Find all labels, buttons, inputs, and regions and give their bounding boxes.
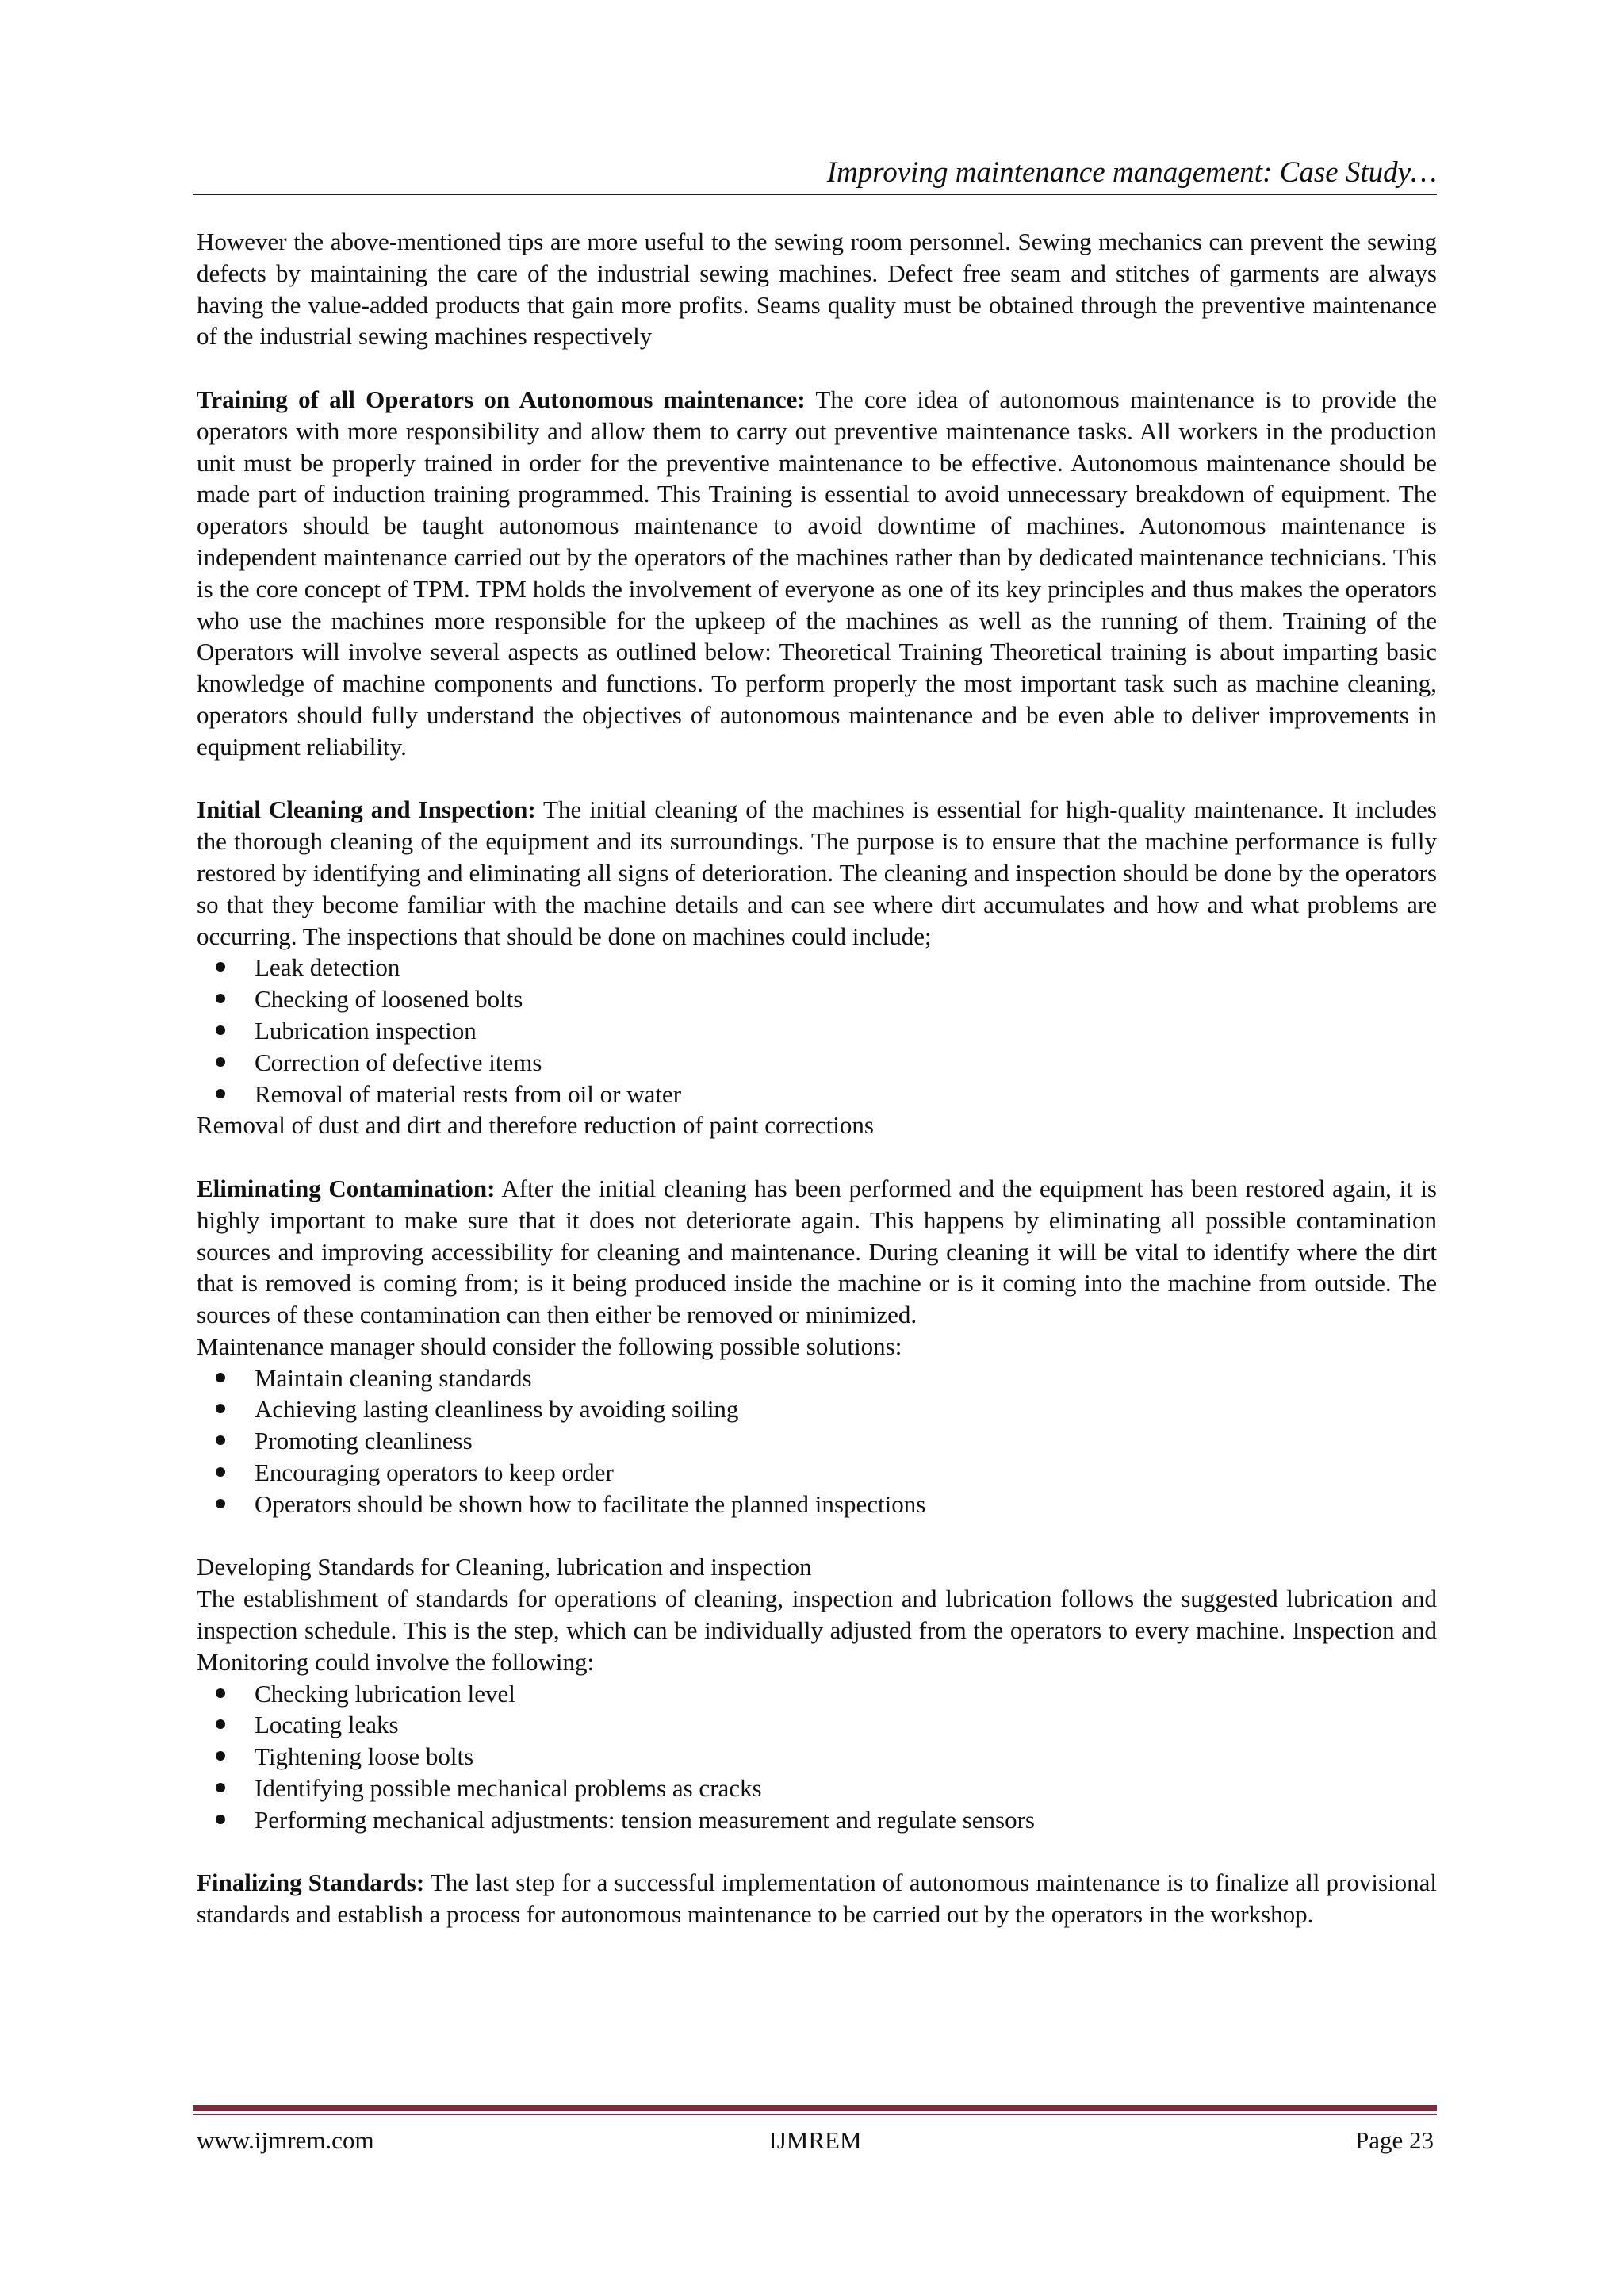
contamination-text: After the initial cleaning has been performed and the equipment has been restored again, it is highly important to make sure that it does not deteriorate again. This happens by eliminating all possible contamination sources and improving accessibility for cleaning and maintenance. During cleaning it will be vital to identify where the dirt that is removed is coming from; is it being produced inside the machine or is it coming into the machine from outside. The sources of these contamination can then either be removed or minimized. (197, 1174, 1437, 1329)
standards-text: The establishment of standards for operations of cleaning, inspection and lubrication follows the suggested lubrication and inspection schedule. This is the step, which can be individually adjusted from the operators to every machine. Inspection and Monitoring could involve the following: (197, 1585, 1437, 1676)
header-rule (193, 194, 1437, 195)
running-header: Improving maintenance management: Case Study… (826, 156, 1437, 189)
list-item: Lubrication inspection (197, 1015, 1437, 1047)
list-item: Identifying possible mechanical problems as cracks (197, 1773, 1437, 1804)
bullet-icon (216, 1751, 225, 1761)
bullet-icon (216, 1057, 225, 1067)
list-item: Leak detection (197, 952, 1437, 983)
monitoring-list (197, 1678, 1437, 1836)
intro-paragraph: However the above-mentioned tips are more useful to the sewing room personnel. Sewing mechanics can prevent the sewing defects by maintaining the care of the industrial sewing machines. Defect free seam and stitches of garments are always having the value-added products that gain more profits. Seams quality must be obtained through the preventive maintenance of the industrial sewing machines respectively (197, 228, 1437, 351)
list-item: Tightening loose bolts (197, 1741, 1437, 1773)
list-item: Maintain cleaning standards (197, 1363, 1437, 1394)
initial-cleaning-heading: Initial Cleaning and Inspection: (197, 795, 536, 824)
footer-rule-thick (193, 2105, 1437, 2111)
initial-cleaning-after: Removal of dust and dirt and therefore reduction of paint corrections (197, 1111, 874, 1140)
initial-cleaning-text: The initial cleaning of the machines is essential for high-quality maintenance. It includes the thorough cleaning of the equipment and its surroundings. The purpose is to ensure that the machine performance is fully restored by identifying and eliminating all signs of deterioration. The cleaning and inspection should be done by the operators so that they become familiar with the machine details and can see where dirt accumulates and how and what problems are occurring. The inspections that should be done on machines could include; (197, 795, 1437, 950)
finalizing-text: The last step for a successful implementation of autonomous maintenance is to finalize all provisional standards and establish a process for autonomous maintenance to be carried out by the operators in the workshop. (197, 1869, 1437, 1929)
bullet-icon (216, 1089, 225, 1098)
footer-page-number: Page 23 (1354, 2126, 1434, 2154)
standards-title: Developing Standards for Cleaning, lubrication and inspection (197, 1553, 812, 1581)
solutions-list (197, 1363, 1437, 1520)
bullet-icon (216, 1499, 225, 1508)
training-text: The core idea of autonomous maintenance is to provide the operators with more responsibility and allow them to carry out preventive maintenance tasks. All workers in the production unit must be properly trained in order for the preventive maintenance to be effective. Autonomous maintenance should be made part of induction training programmed. This Training is essential to avoid unnecessary breakdown of equipment. The operators should be taught autonomous maintenance to avoid downtime of machines. Autonomous maintenance is independent maintenance carried out by the operators of the machines rather than by dedicated maintenance technicians. This is the core concept of TPM. TPM holds the involvement of everyone as one of its key principles and thus makes the operators who use the machines more responsible for the upkeep of the machines as well as the running of them. Training of the Operators will involve several aspects as outlined below: Theoretical Training Theoretical training is about imparting basic knowledge of machine components and functions. To perform properly the most important task such as machine cleaning, operators should fully understand the objectives of autonomous maintenance and be even able to deliver improvements in equipment reliability. (197, 385, 1438, 761)
training-heading: Training of all Operators on Autonomous maintenance: (197, 385, 806, 413)
finalizing-heading: Finalizing Standards: (197, 1869, 425, 1897)
list-item: Locating leaks (197, 1709, 1437, 1741)
finalizing-paragraph (197, 1867, 1437, 1930)
bullet-icon (216, 1688, 225, 1698)
bullet-icon (216, 1783, 225, 1792)
bullet-icon (216, 1404, 225, 1413)
training-paragraph (197, 384, 1437, 763)
paragraph-gap (197, 1520, 1437, 1552)
bullet-icon (216, 1815, 225, 1824)
list-item: Achieving lasting cleanliness by avoiding soiling (197, 1393, 1437, 1425)
page-footer (197, 2125, 1434, 2156)
paragraph-gap (197, 352, 1437, 384)
paragraph-gap (197, 1141, 1437, 1173)
list-item: Promoting cleanliness (197, 1425, 1437, 1457)
list-item: Checking lubrication level (197, 1678, 1437, 1710)
list-item: Removal of material rests from oil or water (197, 1079, 1437, 1110)
bullet-icon (216, 1719, 225, 1729)
inspection-list (197, 952, 1437, 1110)
contamination-paragraph (197, 1173, 1437, 1331)
bullet-icon (216, 994, 225, 1003)
list-item: Encouraging operators to keep order (197, 1457, 1437, 1489)
bullet-icon (216, 1025, 225, 1035)
bullet-icon (216, 962, 225, 972)
body-text (197, 226, 1437, 1930)
paragraph-gap (197, 1836, 1437, 1868)
contamination-lead: Maintenance manager should consider the following possible solutions: (197, 1332, 902, 1360)
bullet-icon (216, 1435, 225, 1445)
list-item: Performing mechanical adjustments: tension measurement and regulate sensors (197, 1804, 1437, 1836)
list-item: Checking of loosened bolts (197, 983, 1437, 1015)
bullet-icon (216, 1467, 225, 1477)
bullet-icon (216, 1373, 225, 1382)
list-item: Correction of defective items (197, 1047, 1437, 1079)
footer-journal: IJMREM (768, 2126, 862, 2154)
footer-website: www.ijmrem.com (197, 2126, 374, 2154)
list-item: Operators should be shown how to facilitate the planned inspections (197, 1489, 1437, 1520)
footer-rule-thin (193, 2114, 1437, 2115)
initial-cleaning-paragraph (197, 794, 1437, 952)
paragraph-gap (197, 763, 1437, 795)
contamination-heading: Eliminating Contamination: (197, 1174, 496, 1202)
